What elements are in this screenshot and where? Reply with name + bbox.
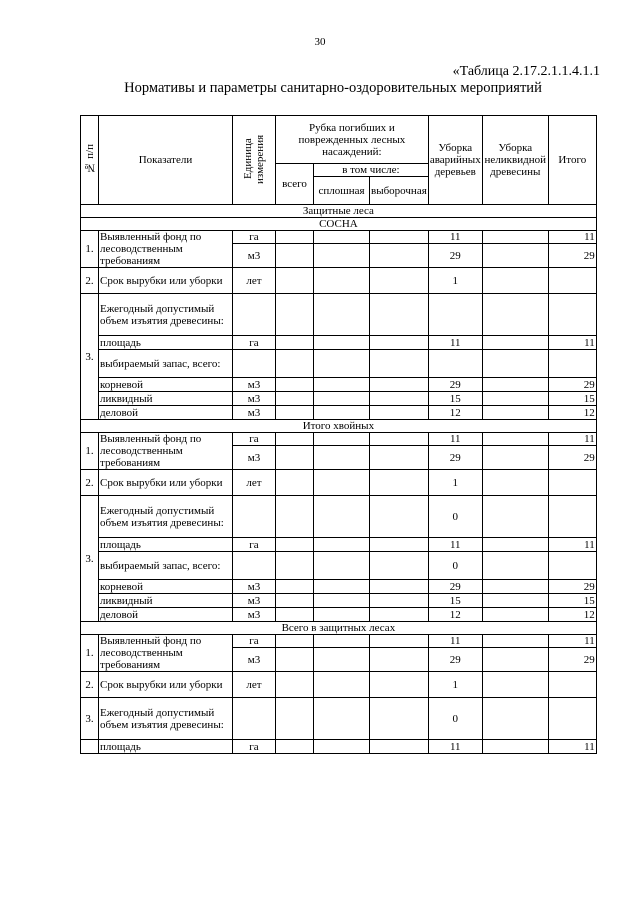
table-row: деловой м3 12 12 bbox=[100, 608, 595, 621]
table-row: площадь га 11 11 bbox=[100, 336, 595, 349]
header-incl: в том числе: bbox=[314, 164, 429, 177]
table-row: 3. Ежегодный допустимый объем изъятия древесины: 0 bbox=[81, 496, 597, 538]
norms-table bbox=[80, 115, 597, 754]
table-row: деловой м3 12 12 bbox=[100, 406, 595, 419]
header-num: № п/п bbox=[81, 116, 99, 205]
table-row: 2. Срок вырубки или уборки лет 1 bbox=[81, 672, 597, 698]
header-unit: Единица измерения bbox=[233, 116, 276, 205]
table-row: 1. Выявленный фонд по лесоводственным требованиям га 11 11 bbox=[81, 433, 597, 446]
table-label: «Таблица 2.17.2.1.1.4.1.1 bbox=[452, 64, 600, 79]
table-row: корневой м3 29 29 bbox=[100, 580, 595, 593]
header-emergency: Уборка аварийных деревьев bbox=[428, 116, 482, 205]
table-row: м3 29 29 bbox=[81, 648, 597, 672]
table-title: Нормативы и параметры санитарно-оздоровительных мероприятий bbox=[124, 80, 542, 96]
header-itogo: Итого bbox=[548, 116, 596, 205]
table-row: 2. Срок вырубки или уборки лет 1 bbox=[81, 268, 597, 294]
section-row: Защитные леса bbox=[81, 205, 597, 218]
table-row: 2. Срок вырубки или уборки лет 1 bbox=[81, 470, 597, 496]
header-illiquid: Уборка неликвидной древесины bbox=[482, 116, 548, 205]
page-number: 30 bbox=[314, 36, 326, 48]
table-row: м3 29 29 bbox=[81, 244, 597, 268]
table-row: 3. Ежегодный допустимый объем изъятия древесины: 0 bbox=[81, 698, 597, 740]
table-row: выбираемый запас, всего: bbox=[81, 350, 597, 378]
header-clear: сплошная bbox=[314, 177, 370, 205]
header-total: всего bbox=[276, 164, 314, 205]
table-row: 1. Выявленный фонд по лесоводственным требованиям га 11 11 bbox=[81, 231, 597, 244]
table-row: площадь га 11 11 bbox=[100, 538, 595, 551]
table-row: м3 29 29 bbox=[81, 446, 597, 470]
header-indicators: Показатели bbox=[99, 116, 233, 205]
table-row: 3. Ежегодный допустимый объем изъятия древесины: bbox=[81, 294, 597, 336]
table-row: выбираемый запас, всего: 0 bbox=[81, 552, 597, 580]
table-row: площадь га 11 11 bbox=[81, 740, 597, 754]
section-row: СОСНА bbox=[81, 218, 597, 231]
table-row: корневой м3 29 29 bbox=[100, 378, 595, 391]
table-row: ликвидный м3 15 15 bbox=[100, 392, 595, 405]
header-felling: Рубка погибших и поврежденных лесных насаждений: bbox=[276, 116, 429, 164]
table-row: 1. Выявленный фонд по лесоводственным требованиям га 11 11 bbox=[81, 635, 597, 648]
table-row: ликвидный м3 15 15 bbox=[100, 594, 595, 607]
section-row: Итого хвойных bbox=[81, 420, 597, 433]
header-selective: выборочная bbox=[370, 177, 429, 205]
section-row: Всего в защитных лесах bbox=[81, 622, 597, 635]
